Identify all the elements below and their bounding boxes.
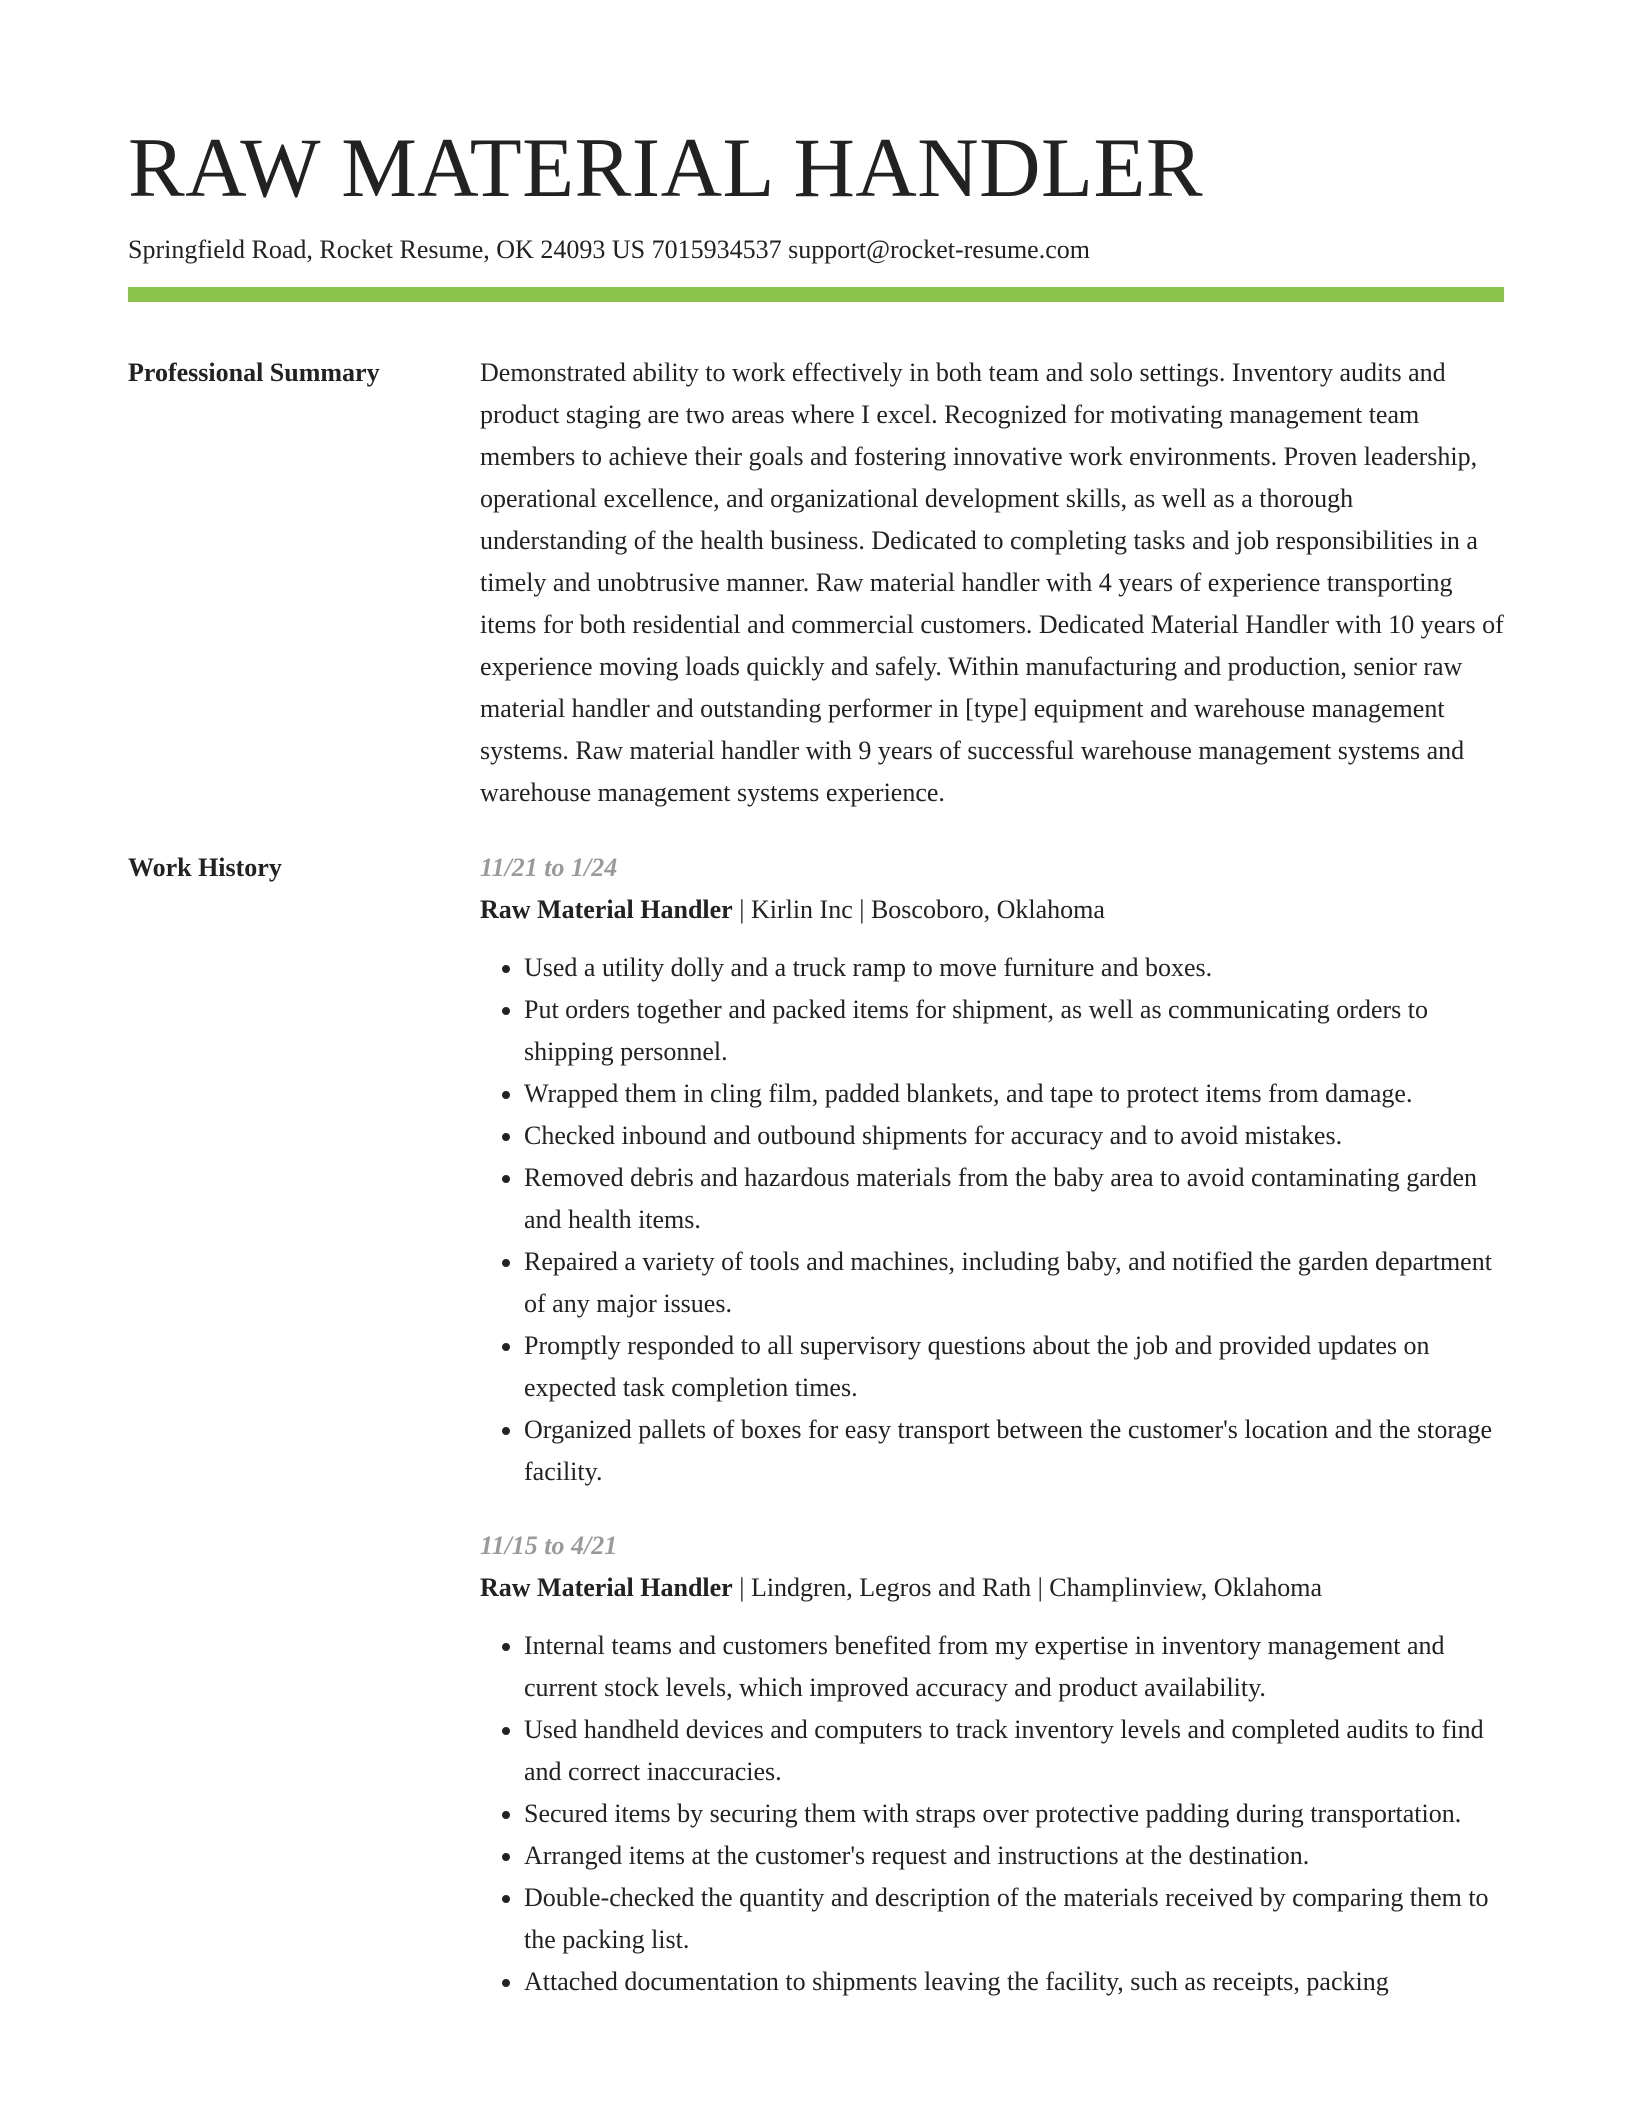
job-bullet: • Repaired a variety of tools and machines, including baby, and notified the garden department of any major issues.: [524, 1241, 1504, 1325]
job-bullet-list: [480, 947, 1504, 1493]
accent-divider: [128, 287, 1504, 302]
job-bullet: • Wrapped them in cling film, padded blankets, and tape to protect items from damage.: [524, 1073, 1504, 1115]
job-list: [480, 847, 1504, 2035]
summary-text: Demonstrated ability to work effectively in both team and solo settings. Inventory audits and product staging are two areas where I excel. Recognized for motivating management team members to achieve their goals and fostering innovative work environments. Proven leadership, operational excellence, and organizational development skills, as well as a thorough understanding of the health business. Dedicated to completing tasks and job responsibilities in a timely and unobtrusive manner. Raw material handler with 4 years of experience transporting items for both residential and commercial customers. Dedicated Material Handler with 10 years of experience moving loads quickly and safely. Within manufacturing and production, senior raw material handler and outstanding performer in [type] equipment and warehouse management systems. Raw material handler with 9 years of successful warehouse management systems and warehouse management systems experience.: [480, 358, 1504, 807]
job-bullet: • Attached documentation to shipments leaving the facility, such as receipts, packing: [524, 1961, 1504, 2003]
job-bullet: • Put orders together and packed items for shipment, as well as communicating orders to shipping personnel.: [524, 989, 1504, 1073]
job-title: Raw Material Handler: [480, 1573, 733, 1602]
resume-name: RAW MATERIAL HANDLER: [128, 121, 1204, 215]
job-bullet: • Used a utility dolly and a truck ramp to move furniture and boxes.: [524, 947, 1504, 989]
job-dates: 11/15 to 4/21: [480, 1531, 618, 1560]
job-entry: [480, 1525, 1504, 2003]
job-bullet: • Internal teams and customers benefited from my expertise in inventory management and current stock levels, which improved accuracy and product availability.: [524, 1625, 1504, 1709]
job-bullet: • Removed debris and hazardous materials from the baby area to avoid contaminating garden and health items.: [524, 1157, 1504, 1241]
job-entry: [480, 847, 1504, 1493]
job-bullet: • Organized pallets of boxes for easy transport between the customer's location and the storage facility.: [524, 1409, 1504, 1493]
work-history-section: [128, 847, 1504, 2035]
contact-phone: 7015934537: [651, 235, 782, 264]
job-title: Raw Material Handler: [480, 895, 733, 924]
contact-address: Springfield Road, Rocket Resume, OK 24093 US: [128, 235, 646, 264]
job-bullet: • Arranged items at the customer's request and instructions at the destination.: [524, 1835, 1504, 1877]
resume-page: [128, 0, 1504, 2035]
summary-heading: Professional Summary: [128, 358, 380, 387]
contact-line: [128, 234, 1504, 266]
contact-email: support@rocket-resume.com: [788, 235, 1090, 264]
summary-section: [128, 352, 1504, 814]
work-history-heading: Work History: [128, 853, 282, 882]
job-bullet: • Double-checked the quantity and description of the materials received by comparing them to the packing list.: [524, 1877, 1504, 1961]
job-company-location: | Kirlin Inc | Boscoboro, Oklahoma: [732, 895, 1105, 924]
job-bullet: • Used handheld devices and computers to track inventory levels and completed audits to find and correct inaccuracies.: [524, 1709, 1504, 1793]
job-header: [480, 889, 1504, 931]
job-bullet: • Promptly responded to all supervisory questions about the job and provided updates on expected task completion times.: [524, 1325, 1504, 1409]
job-bullet-list: [480, 1625, 1504, 2003]
job-bullet: • Checked inbound and outbound shipments for accuracy and to avoid mistakes.: [524, 1115, 1504, 1157]
job-bullet: • Secured items by securing them with straps over protective padding during transportation.: [524, 1793, 1504, 1835]
job-dates: 11/21 to 1/24: [480, 853, 618, 882]
job-header: [480, 1567, 1504, 1609]
job-company-location: | Lindgren, Legros and Rath | Champlinview, Oklahoma: [732, 1573, 1322, 1602]
